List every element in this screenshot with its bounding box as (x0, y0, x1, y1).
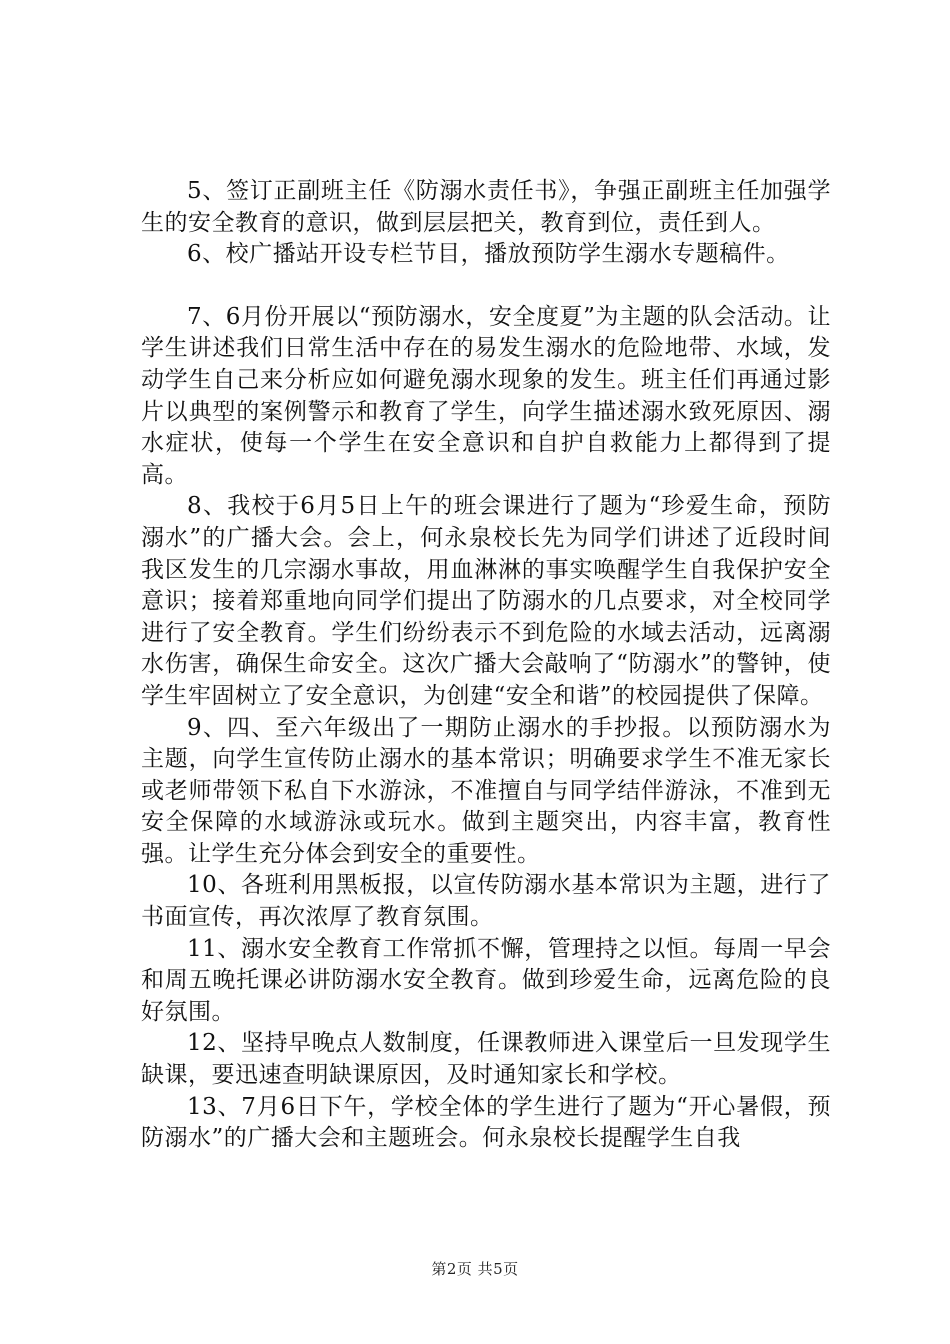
paragraph-item-6: 6、校广播站开设专栏节目，播放预防学生溺水专题稿件。 (187, 241, 790, 268)
paragraph-item-10: 10、各班利用黑板报，以宣传防溺水基本常识为主题，进行了书面宣传，再次浓厚了教育氛围。 (141, 872, 831, 931)
page-number-footer: 第2页 共5页 (431, 1260, 519, 1278)
paragraph-item-8: 8、我校于6月5日上午的班会课进行了题为“珍爱生命，预防溺水”的广播大会。会上，何永泉校长先为同学们讲述了近段时间我区发生的几宗溺水事故，用血淋淋的事实唤醒学生自我保护安全意识；接着郑重地向同学们提出了防溺水的几点要求，对全校同学进行了安全教育。学生们纷纷表示不到危险的水域去活动，远离溺水伤害，确保生命安全。这次广播大会敲响了“防溺水”的警钟，使学生牢固树立了安全意识，为创建“安全和谐”的校园提供了保障。 (141, 493, 831, 709)
paragraph-item-13: 13、7月6日下午，学校全体的学生进行了题为“开心暑假，预防溺水”的广播大会和主题班会。何永泉校长提醒学生自我 (141, 1093, 831, 1152)
paragraph-item-9: 9、四、至六年级出了一期防止溺水的手抄报。以预防溺水为主题，向学生宣传防止溺水的基本常识；明确要求学生不准无家长或老师带领下私自下水游泳，不准擅自与同学结伴游泳，不准到无安全保障的水域游泳或玩水。做到主题突出，内容丰富，教育性强。让学生充分体会到安全的重要性。 (141, 714, 831, 867)
document-body (141, 176, 831, 1155)
paragraph-item-12: 12、坚持早晚点人数制度，任课教师进入课堂后一旦发现学生缺课，要迅速查明缺课原因，及时通知家长和学校。 (141, 1030, 831, 1089)
paragraph-item-5: 5、签订正副班主任《防溺水责任书》，争强正副班主任加强学生的安全教育的意识，做到层层把关，教育到位，责任到人。 (141, 178, 831, 236)
paragraph-item-11: 11、溺水安全教育工作常抓不懈，管理持之以恒。每周一早会和周五晚托课必讲防溺水安全教育。做到珍爱生命，远离危险的良好氛围。 (141, 935, 831, 1025)
paragraph-item-7: 7、6月份开展以“预防溺水，安全度夏”为主题的队会活动。让学生讲述我们日常生活中存在的易发生溺水的危险地带、水域，发动学生自己来分析应如何避免溺水现象的发生。班主任们再通过影片以典型的案例警示和教育了学生，向学生描述溺水致死原因、溺水症状，使每一个学生在安全意识和自护自救能力上都得到了提高。 (141, 303, 831, 488)
